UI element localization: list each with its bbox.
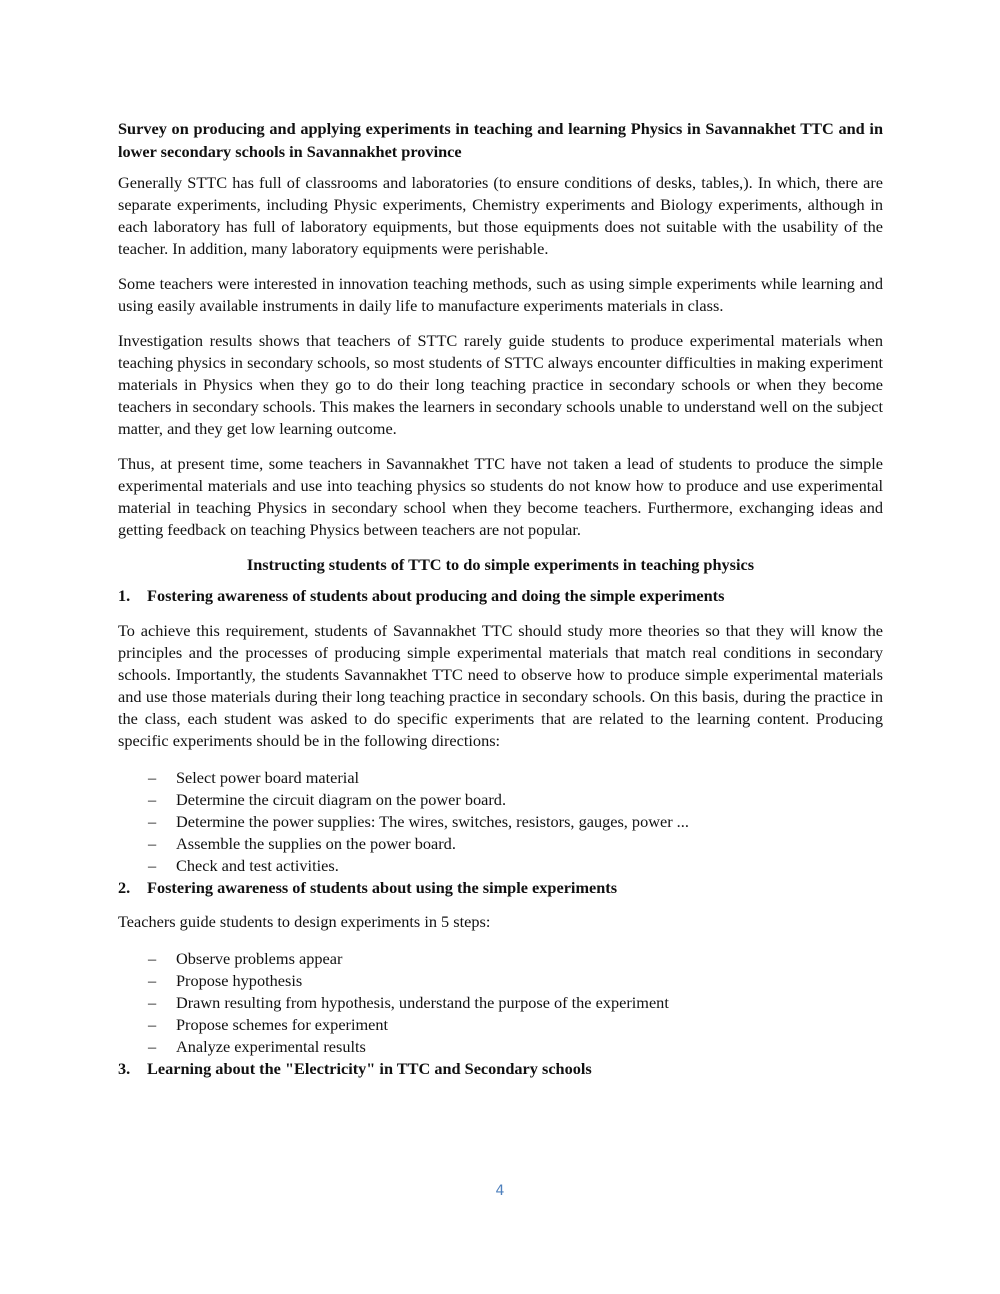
list-item (118, 811, 883, 833)
dash-marker: – (148, 790, 157, 809)
section-1-heading (118, 585, 883, 607)
list-item (118, 789, 883, 811)
section-3-number: 3. (118, 1059, 131, 1078)
section-1-list (118, 767, 883, 877)
paragraph-3: Investigation results shows that teachers of STTC rarely guide students to produce experimental materials when teaching physics in secondary schools, so most students of STTC always encounter difficulties in making experiment materials in Physics when they go to do their long teaching practice in secondary schools or when they become teachers in secondary schools. This makes the learners in secondary schools unable to understand well on the subject matter, and they get low learning outcome. (118, 331, 883, 438)
dash-marker: – (148, 971, 157, 990)
list-item (118, 855, 883, 877)
list-item (118, 1014, 883, 1036)
page-content (118, 117, 883, 1080)
list-item-text: Determine the power supplies: The wires, switches, resistors, gauges, power ... (176, 812, 689, 831)
section-1-paragraph: To achieve this requirement, students of Savannakhet TTC should study more theories so that they will know the principles and the processes of producing simple experimental materials that match real conditions in secondary schools. Importantly, the students Savannakhet TTC need to observe how to produce simple experimental materials and use those materials during their long teaching practice in secondary schools. On this basis, during the practice in the class, each student was asked to do specific experiments that are related to the learning content. Producing specific experiments should be in the following directions: (118, 621, 883, 750)
list-item (118, 767, 883, 789)
paragraph-4: Thus, at present time, some teachers in Savannakhet TTC have not taken a lead of students to produce the simple experimental materials and use into teaching physics so students do not know how to produce and use experimental material in teaching Physics in secondary school when they become teachers. Furthermore, exchanging ideas and getting feedback on teaching Physics between teachers are not popular. (118, 454, 883, 539)
list-item-text: Propose hypothesis (176, 971, 303, 990)
list-item-text: Propose schemes for experiment (176, 1015, 389, 1034)
list-item-text: Drawn resulting from hypothesis, understand the purpose of the experiment (176, 993, 669, 1012)
list-item-text: Determine the circuit diagram on the power board. (176, 790, 507, 809)
list-item-text: Select power board material (176, 768, 360, 787)
dash-marker: – (148, 949, 157, 968)
list-item-text: Check and test activities. (176, 856, 339, 875)
dash-marker: – (148, 768, 157, 787)
list-item (118, 1036, 883, 1058)
section-heading: Instructing students of TTC to do simple experiments in teaching physics (246, 555, 755, 574)
dash-marker: – (148, 834, 157, 853)
survey-title: Survey on producing and applying experiments in teaching and learning Physics in Savannakhet TTC and in lower secondary schools in Savannakhet province (118, 119, 883, 161)
section-1-number: 1. (118, 586, 131, 605)
section-3-title: Learning about the "Electricity" in TTC and Secondary schools (147, 1059, 592, 1078)
dash-marker: – (148, 1015, 157, 1034)
section-2-heading (118, 877, 883, 899)
list-item (118, 833, 883, 855)
section-2-paragraph: Teachers guide students to design experiments in 5 steps: (118, 912, 491, 931)
paragraph-2: Some teachers were interested in innovation teaching methods, such as using simple experiments while learning and using easily available instruments in daily life to manufacture experiments materials in class. (118, 274, 883, 315)
section-2-number: 2. (118, 878, 131, 897)
list-item-text: Assemble the supplies on the power board. (176, 834, 456, 853)
dash-marker: – (148, 812, 157, 831)
dash-marker: – (148, 856, 157, 875)
list-item (118, 970, 883, 992)
dash-marker: – (148, 1037, 157, 1056)
list-item-text: Observe problems appear (176, 949, 343, 968)
list-item (118, 992, 883, 1014)
paragraph-1: Generally STTC has full of classrooms and laboratories (to ensure conditions of desks, tables,). In which, there are separate experiments, including Physic experiments, Chemistry experiments and Biology experiments, although in each laboratory has full of laboratory equipments, but those equipments does not suitable with the usability of the teacher. In addition, many laboratory equipments were perishable. (118, 173, 883, 258)
list-item (118, 948, 883, 970)
page-number: 4 (495, 1183, 505, 1199)
dash-marker: – (148, 993, 157, 1012)
section-1-title: Fostering awareness of students about producing and doing the simple experiments (147, 586, 725, 605)
section-2-title: Fostering awareness of students about using the simple experiments (147, 878, 618, 897)
section-2-list (118, 948, 883, 1058)
section-3-heading (118, 1058, 883, 1080)
list-item-text: Analyze experimental results (176, 1037, 366, 1056)
